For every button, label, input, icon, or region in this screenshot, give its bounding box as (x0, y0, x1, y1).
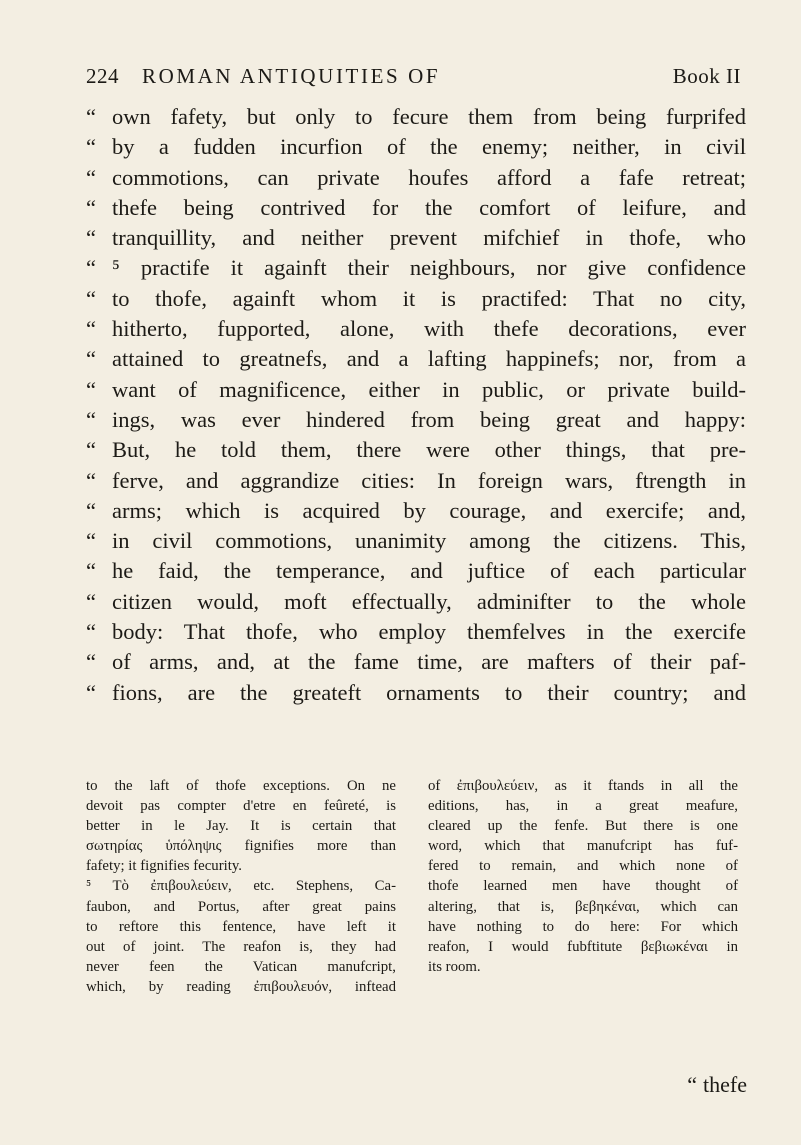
text-line: “ thefe being contrived for the comfort of leifure, and (86, 194, 746, 220)
footnote-line: its room. (428, 958, 481, 975)
text-line: “ hitherto, fupported, alone, with thefe decorations, ever (86, 316, 746, 342)
text-line: “ ⁵ practife it againft their neighbours, nor give confidence (86, 255, 746, 281)
running-title: ROMAN ANTIQUITIES OF (142, 64, 441, 88)
text-line: “ he faid, the temperance, and juftice of each particular (86, 558, 746, 584)
footnote-line: editions, has, in a great meafure, (428, 798, 738, 815)
footnote-line: faubon, and Portus, after great pains (86, 898, 396, 915)
footnote-line: altering, that is, βεβηκέναι, which can (428, 898, 738, 915)
footnote-line: fafety; it fignifies fecurity. (86, 858, 242, 875)
catchword-text: thefe (703, 1072, 747, 1097)
catchword-quote: “ (687, 1072, 698, 1097)
text-line: “ want of magnificence, either in public, or private build- (86, 376, 746, 402)
footnote-line: have nothing to do here: For which (428, 918, 738, 935)
footnote-column-right (428, 776, 738, 977)
footnote-line: devoit pas compter d'etre en feûreté, is (86, 798, 396, 815)
text-line: “ in civil commotions, unanimity among the citizens. This, (86, 528, 746, 554)
footnote-line: word, which that manufcript has fuf- (428, 838, 738, 855)
footnote-column-left (86, 776, 396, 997)
footnote-line: never feen the Vatican manufcript, (86, 958, 396, 975)
main-text-block (86, 102, 746, 708)
text-line: “ arms; which is acquired by courage, and exercife; and, (86, 497, 746, 523)
footnote-line: cleared up the fenfe. But there is one (428, 818, 738, 835)
footnote-line: which, by reading ἐπιβουλευόν, inftead (86, 978, 396, 995)
text-line: “ to thofe, againft whom it is practifed: That no city, (86, 285, 746, 311)
book-label: Book II (672, 64, 741, 88)
footnote-line: better in le Jay. It is certain that (86, 818, 396, 835)
footnote-line: of ἐπιβουλεύειν, as it ftands in all the (428, 778, 738, 794)
text-line: “ of arms, and, at the fame time, are mafters of their paf- (86, 649, 746, 675)
text-line: “ attained to greatnefs, and a lafting happinefs; nor, from a (86, 346, 746, 372)
running-head (86, 64, 741, 94)
text-line: “ ferve, and aggrandize cities: In foreign wars, ftrength in (86, 467, 746, 493)
footnote-line: thofe learned men have thought of (428, 878, 738, 895)
text-line: “ But, he told them, there were other things, that pre- (86, 437, 746, 463)
text-line: “ fions, are the greateft ornaments to their country; and (86, 679, 746, 705)
text-line: “ by a fudden incurfion of the enemy; neither, in civil (86, 134, 746, 160)
footnote-line: fered to remain, and which none of (428, 858, 738, 875)
text-line: “ citizen would, moft effectually, adminifter to the whole (86, 588, 746, 614)
footnote-line: σωτηρίας ὑπόληψις fignifies more than (86, 838, 396, 855)
footnote-line: to reftore this fentence, have left it (86, 918, 396, 935)
text-line: “ tranquillity, and neither prevent mifchief in thofe, who (86, 225, 746, 251)
footnote-line: reafon, I would fubftitute βεβιωκέναι in (428, 938, 738, 955)
page-number: 224 (86, 64, 119, 88)
catchword (687, 1072, 747, 1098)
footnote-line: to the laft of thofe exceptions. On ne (86, 778, 396, 794)
text-line: “ body: That thofe, who employ themfelves in the exercife (86, 619, 746, 645)
footnote-line: out of joint. The reafon is, they had (86, 938, 396, 955)
text-line: “ commotions, can private houfes afford a fafe retreat; (86, 164, 746, 190)
text-line: “ own fafety, but only to fecure them from being furprifed (86, 104, 746, 129)
footnote-line: ⁵ Τὸ ἐπιβουλεύειν, etc. Stephens, Ca- (86, 878, 396, 895)
text-line: “ ings, was ever hindered from being great and happy: (86, 406, 746, 432)
